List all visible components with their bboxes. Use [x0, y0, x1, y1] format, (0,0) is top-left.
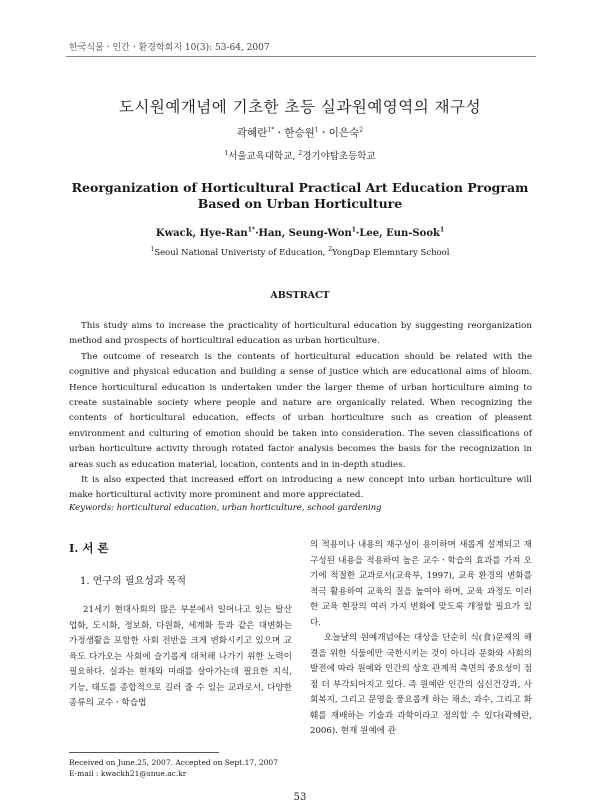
- affil-1-ko-sup: 1: [224, 149, 229, 157]
- received-line: Received on June.25, 2007. Accepted on Sept.17, 2007: [69, 758, 278, 767]
- author-3-en-sup: 1: [439, 226, 445, 234]
- author-1-en-sup: 1*: [247, 226, 256, 234]
- korean-authors: [0, 125, 600, 140]
- author-1-en: Kwack, Hye-Ran: [155, 228, 248, 239]
- author-2-ko: ㆍ한승원: [274, 127, 315, 139]
- body-paragraph: 의 적용이나 내용의 재구성이 용이하며 새롭게 설계되고 재구성된 내용을 적용하여 높은 교수ㆍ학습의 효과를 가져 오기에 적절한 교과로서(교육부, 1997), 교육 환경의 변화를 적극 활용하여 교육의 질을 높여야 하며, 교육 과정도 이러한 교육 현장의 여러 가지 변화에 맞도록 개정할 필요가 있다.: [310, 540, 532, 628]
- author-2-en: ·Han, Seung-Won: [255, 228, 352, 239]
- affil-2-en-sup: 2: [328, 246, 333, 254]
- affil-1-ko: 서울교육대학교,: [228, 151, 299, 162]
- author-3-en: ·Lee, Eun-Sook: [355, 228, 440, 239]
- body-left-column: [69, 603, 292, 712]
- keywords: Keywords: horticultural education, urban horticulture, school gardening: [69, 503, 382, 513]
- abstract-paragraph: It is also expected that increased effort on introducing a new concept into urban horticulture will make horticultural activity more prominent and more appreciated.: [69, 475, 532, 501]
- page-number: 53: [293, 792, 307, 803]
- affil-2-ko: 경기야탑초등학교: [302, 151, 376, 162]
- affil-2-ko-sup: 2: [298, 149, 303, 157]
- abstract-paragraph: This study aims to increase the practicality of horticultural education by suggesting reorganization method and prospects of horticultiral education as urban horticulture.: [69, 321, 532, 347]
- footnote: [69, 757, 278, 779]
- abstract-heading: ABSTRACT: [270, 290, 330, 301]
- english-authors: [0, 228, 600, 239]
- korean-affiliations: [0, 148, 600, 162]
- header-divider: [66, 56, 536, 57]
- korean-title: 도시원예개념에 기초한 초등 실과원예영역의 재구성: [118, 98, 482, 116]
- affil-1-en-sup: 1: [150, 246, 155, 254]
- author-3-ko-sup: 2: [359, 126, 364, 134]
- body-paragraph: 21세기 현대사회의 많은 부분에서 일어나고 있는 탈산업화, 도시화, 정보화, 다원화, 세계화 등과 같은 대변화는 가정생활을 포함한 사회 전반을 크게 변화시키고 있으며 교육도 다가오는 사회에 슬기롭게 대처해 나가기 위한 노력이 필요하다. 실과는 현재와 미래를 살아가는데 필요한 지식, 기능, 태도를 종합적으로 길러 줄 수 있는 교과로서, 다양한 종류의 교수ㆍ학습법: [69, 605, 292, 708]
- body-paragraph: 오늘날의 원예개념에는 대상을 단순히 식(食)문제의 해결을 위한 식물에만 국한시키는 것이 아니라 문화와 사회의 발전에 따라 원예와 인간의 상호 관계적 측면의 중요성이 점점 더 부각되어지고 있다. 즉 원예란 인간의 심신건강과, 사회복지, 그리고 문명을 풍요롭게 하는 채소, 과수, 그리고 화훼를 재배하는 기술과 과학이라고 정의할 수 있다(곽혜란, 2006). 현재 원예에 관: [310, 633, 532, 736]
- subsection-heading: 1. 연구의 필요성과 목적: [80, 576, 187, 587]
- abstract-paragraph: The outcome of research is the contents of horticultural education should be related with the cognitive and physical education and building a sense of justice which are educational aims of bloom. Hence horticultural education is undertaken under the larger theme of urban horticulture aiming to create sustainable society where people and nature are organically related. When recognizing the contents of horticultural education, effects of urban horticulture such as creation of pleasent environment and culturing of emotion should be taken into consideration. The seven classifications of urban horticulture activity through rotated factor analysis becomes the basis for the recognization in areas such as education material, location, contents and in in-depth studies.: [69, 351, 532, 470]
- affil-2-en: YongDap Elemntary School: [332, 248, 450, 258]
- author-2-ko-sup: 1: [314, 126, 319, 134]
- body-right-column: [310, 538, 532, 740]
- english-affiliations: [0, 248, 600, 258]
- author-2-en-sup: 1: [351, 226, 356, 234]
- english-title: Reorganization of Horticultural Practical Art Education Program Based on Urban Horticulture: [71, 180, 529, 211]
- section-heading: I. 서 론: [69, 541, 109, 555]
- running-head: 한국식물ㆍ인간ㆍ환경학회지 10(3): 53-64, 2007: [69, 43, 270, 53]
- email-line: E-mail : kwackh21@snue.ac.kr: [69, 769, 187, 778]
- footnote-divider: [69, 752, 219, 753]
- affil-1-en: Seoul National Univeristy of Education,: [154, 248, 329, 258]
- abstract-body: [69, 319, 532, 504]
- author-1-ko-sup: 1*: [267, 126, 275, 134]
- author-1-ko: 곽혜란: [236, 127, 268, 139]
- author-3-ko: ㆍ이은숙: [318, 127, 360, 139]
